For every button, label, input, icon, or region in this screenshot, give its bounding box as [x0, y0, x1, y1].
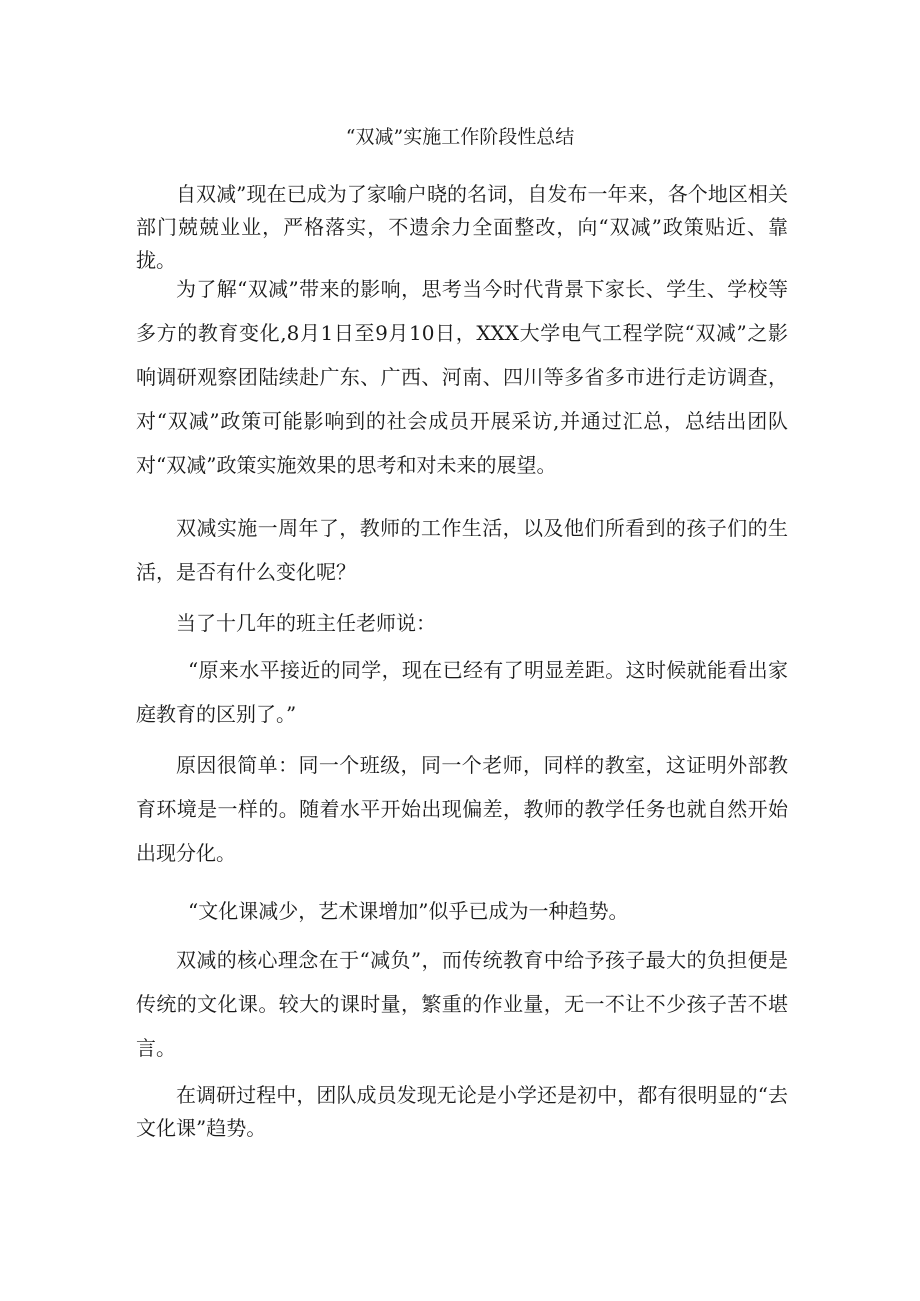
- paragraph-question: 双减实施一周年了，教师的工作生活，以及他们所看到的孩子们的生活，是否有什么变化呢？: [136, 516, 788, 584]
- paragraph-research: 为了解“双减”带来的影响，思考当今时代背景下家长、学生、学校等多方的教育变化,8月1日至9月10日，XXX大学电气工程学院“双减”之影响调研观察团陆续赴广东、广西、河南、四川等多省多市进行走访调查，对“双减”政策可能影响到的社会成员开展采访,并通过汇总，总结出团队对“双减”政策实施效果的思考和对未来的展望。: [136, 277, 788, 477]
- paragraph-findings: 在调研过程中，团队成员发现无论是小学还是初中，都有很明显的“去文化课”趋势。: [136, 1083, 788, 1140]
- paragraph-teacher-says: 当了十几年的班主任老师说：: [176, 611, 436, 635]
- paragraph-reason: 原因很简单：同一个班级，同一个老师，同样的教室，这证明外部教育环境是一样的。随着水平开始出现偏差，教师的教学任务也就自然开始出现分化。: [136, 753, 788, 865]
- paragraph-quote: “原来水平接近的同学，现在已经有了明显差距。这时候就能看出家庭教育的区别了。”: [136, 658, 788, 726]
- paragraph-trend: “文化课减少，艺术课增加”似乎已成为一种趋势。: [188, 899, 629, 923]
- paragraph-intro: 自双减”现在已成为了家喻户晓的名词，自发布一年来，各个地区相关部门兢兢业业，严格落实，不遗余力全面整改，向“双减”政策贴近、靠拢。: [136, 182, 788, 272]
- document-title: “双减”实施工作阶段性总结: [345, 126, 575, 148]
- paragraph-core-idea: 双减的核心理念在于“减负”，而传统教育中给予孩子最大的负担便是传统的文化课。较大的课时量，繁重的作业量，无一不让不少孩子苦不堪言。: [136, 948, 788, 1060]
